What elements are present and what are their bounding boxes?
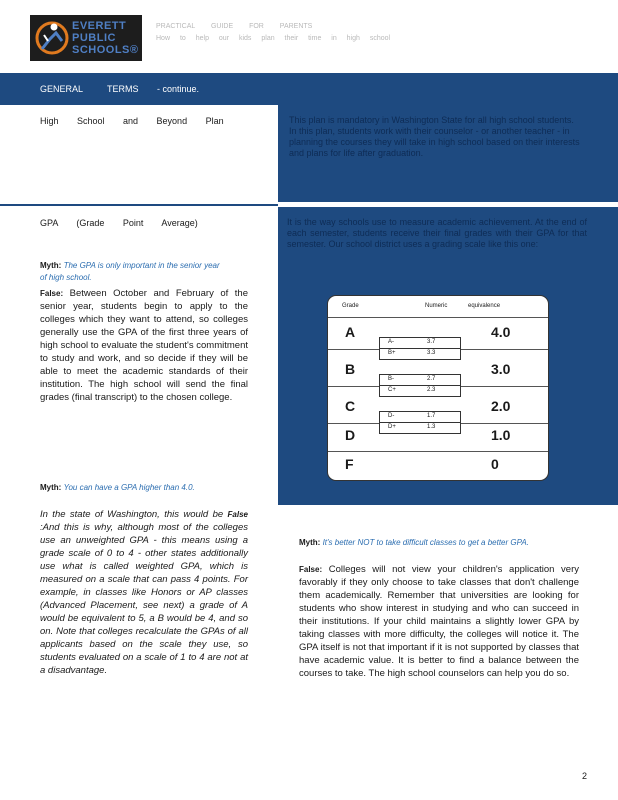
grade-letter: D xyxy=(345,427,356,443)
gpa-panel-text: It is the way schools use to measure academic achievement. At the end of each semester, students receive their final grades with their GPA for that semester. Our school district uses a grading scale like this one: xyxy=(287,217,587,249)
sub-grade-row xyxy=(379,422,461,434)
banner-general: GENERAL xyxy=(40,84,84,94)
runner-logo-icon xyxy=(34,19,70,57)
myth2-answer-intro: In the state of Washington, this would be xyxy=(40,509,224,520)
sub-grade-value: 3.7 xyxy=(427,339,436,345)
sub-grade-letter: A- xyxy=(388,339,394,345)
logo-line-2: PUBLIC xyxy=(72,32,116,44)
myth3-false-label: False: xyxy=(299,565,323,574)
section-heading-plan: High School and Beyond Plan xyxy=(40,116,224,126)
myth1-label: Myth: xyxy=(40,261,62,270)
sub-grade-value: 3.3 xyxy=(427,350,436,356)
sub-grade-value: 2.3 xyxy=(427,387,436,393)
myth1-answer-text: Between October and February of the senior year, students begin to apply to the colleges which they want to attend, so colleges generally use the GPA of the first three years of high school to evaluate the student's commitment to study and work, and so decide if they will be able to meet the academic standards of their institution. The high school will send the final grades (final transcript) to the chosen college. xyxy=(40,288,248,403)
sub-grade-letter: D- xyxy=(388,413,395,419)
sub-grade-letter: B+ xyxy=(388,350,396,356)
myth1-false-label: False: xyxy=(40,289,64,298)
grade-value: 0 xyxy=(491,456,499,472)
myth3-question-text: It's better NOT to take difficult classes to get a better GPA. xyxy=(322,538,529,547)
myth1-answer xyxy=(40,287,248,404)
grade-letter: C xyxy=(345,398,356,414)
grade-letter: F xyxy=(345,456,354,472)
sub-grade-letter: B- xyxy=(388,376,394,382)
section-divider xyxy=(0,204,278,206)
myth2-question-text: You can have a GPA higher than 4.0. xyxy=(63,483,195,492)
sub-grade-value: 1.3 xyxy=(427,424,436,430)
district-logo xyxy=(30,15,142,61)
col-numeric-header: Numeric xyxy=(425,303,448,309)
banner-terms: TERMS xyxy=(107,84,139,94)
grade-letter: A xyxy=(345,324,356,340)
plan-panel-text: This plan is mandatory in Washington State for all high school students. In this plan, students work with their counselor - or another teacher - in planning the courses they will take in high school based on their interests and plans for life after graduation. xyxy=(289,115,580,158)
logo-line-1: EVERETT xyxy=(72,20,127,32)
header-text xyxy=(156,21,390,45)
plan-panel xyxy=(278,105,618,202)
grade-value: 3.0 xyxy=(491,361,511,377)
myth2-question xyxy=(40,482,220,494)
grade-letter: B xyxy=(345,361,356,377)
myth2-false-label: False xyxy=(227,510,248,519)
col-grade-header: Grade xyxy=(342,303,359,309)
col-equivalence-header: equivalence xyxy=(468,303,501,309)
header-title: PRACTICAL GUIDE FOR PARENTS xyxy=(156,23,313,30)
myth1-question xyxy=(40,260,220,284)
grade-scale-table xyxy=(327,295,549,481)
grade-value: 4.0 xyxy=(491,324,511,340)
sub-grade-letter: D+ xyxy=(388,424,396,430)
page-number: 2 xyxy=(582,771,588,781)
myth2-answer xyxy=(40,508,248,677)
myth3-question xyxy=(299,537,571,549)
grade-value: 2.0 xyxy=(491,398,511,414)
sub-grade-row xyxy=(379,348,461,360)
myth2-label: Myth: xyxy=(40,483,62,492)
sub-grade-value: 2.7 xyxy=(427,376,436,382)
grade-value: 1.0 xyxy=(491,427,511,443)
section-banner xyxy=(0,73,618,105)
myth3-answer xyxy=(299,563,579,680)
myth3-answer-text: Colleges will not view your children's application very favorably if they only choose to take classes that don't challenge them academically. Remember that universities are looking for students who show interest in studying and who can succeed in their institutions. If your child maintains a slightly lower GPA by taking classes with more difficulty, the colleges will notice it. The GPA itself is not that important if it is not supported by classes that have academic value. It is better to find a balance between the courses to take. The high school counselors can help you do so. xyxy=(299,564,580,679)
logo-line-3: SCHOOLS® xyxy=(72,44,139,56)
banner-continue: - continue. xyxy=(157,84,200,94)
sub-grade-row xyxy=(379,385,461,397)
sub-grade-letter: C+ xyxy=(388,387,396,393)
myth1-question-text: The GPA is only important in the senior year of high school. xyxy=(40,261,220,282)
myth2-answer-text: :And this is why, although most of the colleges use an unweighted GPA - this means using a grade scale of 0 to 4 - other states additionally use what is called weighted GPA, which is measured on a scale that can pass 4 points. For example, in classes like Honors or AP classes (Advanced Placement, see next) a grade of A would be equivalent to 5, a B would be 4, and so on. Note that colleges recalculate the GPAs of all applicants based on the scale they use, so students evaluated on a scale of 1 to 4 are not at a disadvantage. xyxy=(40,522,248,676)
myth3-label: Myth: xyxy=(299,538,321,547)
section-heading-gpa: GPA (Grade Point Average) xyxy=(40,218,198,228)
header-subtitle: How to help our kids plan their time in high school xyxy=(156,35,391,42)
sub-grade-value: 1.7 xyxy=(427,413,436,419)
